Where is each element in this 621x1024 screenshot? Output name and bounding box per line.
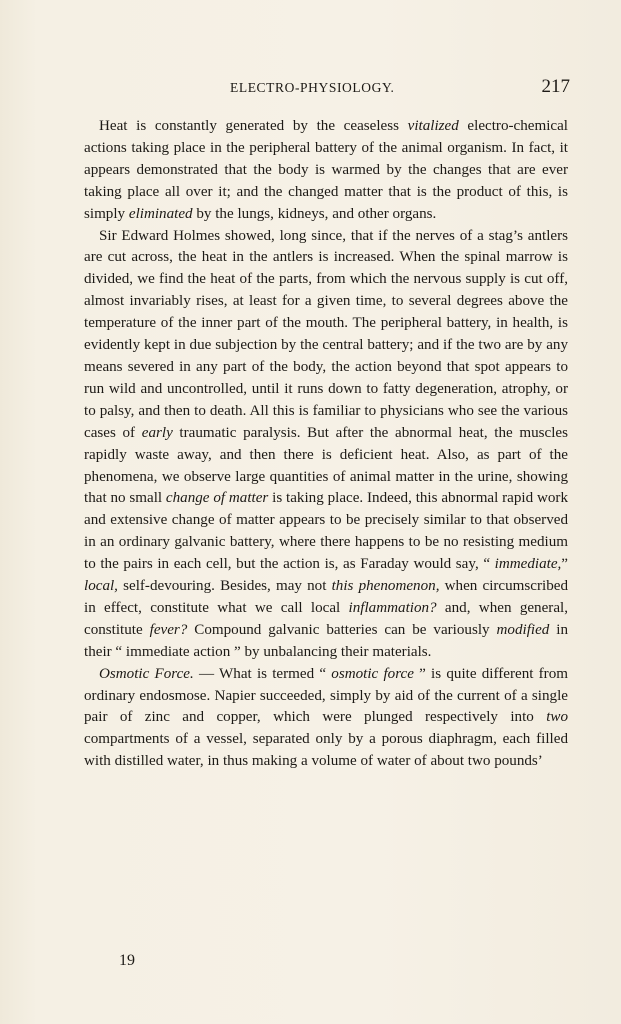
italic-run: early xyxy=(141,424,173,441)
text-run: by the lungs, kidneys, and other organs. xyxy=(192,205,437,222)
italic-run: vitalized xyxy=(407,118,459,134)
italic-run: change of matter xyxy=(165,490,269,507)
paragraph-holmes xyxy=(84,226,568,664)
signature-mark: 19 xyxy=(119,952,135,969)
text-run: and, when general, constitute xyxy=(84,599,569,638)
italic-run: eliminated xyxy=(128,205,193,222)
text-run: — What is termed “ xyxy=(193,665,332,682)
text-run: electro-chemical actions taking place in the peripheral battery of the animal organism. In fact, it appears demonstrated that the body is warmed by the changes that are ever taking place all over it; and the changed matter that is the product of this, is simply xyxy=(84,118,568,222)
paragraph-osmotic-force xyxy=(84,664,568,774)
body-text xyxy=(84,116,568,773)
italic-run: Osmotic Force. xyxy=(99,665,194,682)
italic-run: fever? xyxy=(149,621,188,638)
text-run: compartments of a vessel, separated only by a porous diaphragm, each filled with distilled water, in thus making a volume of water of about two pounds’ xyxy=(84,731,568,770)
text-run: when circumscribed in effect, constitute what we call local xyxy=(84,578,568,616)
page-number: 217 xyxy=(541,76,570,97)
italic-run: two xyxy=(546,709,568,726)
text-run: ” is quite different from ordinary endosmose. Napier succeeded, simply by aid of the current of a single pair of zinc and copper, which were plunged respectively into xyxy=(84,665,568,726)
italic-run: local, xyxy=(84,578,118,595)
text-run: in their “ immediate action ” by unbalancing their materials. xyxy=(84,621,569,660)
italic-run: inflammation? xyxy=(348,599,437,616)
text-run: self-devouring. Besides, may not xyxy=(117,578,332,595)
italic-run: immediate, xyxy=(494,556,562,573)
text-run: Sir Edward Holmes showed, long since, that if the nerves of a stag’s antlers are cut across, the heat in the antlers is increased. When the spinal marrow is divided, we find the heat of the parts, from which the nervous supply is cut off, almost invariably rises, at least for a given time, to several degrees above the temperature of the inner part of the mouth. The peripheral battery, in health, is evidently kept in due subjection by the central battery; and if the two are by any means severed in any part of the body, the action beyond that spot appears to run wild and uncontrolled, until it runs down to fatty degeneration, atrophy, or to palsy, and then to death. All this is familiar to physicians who see the various cases of xyxy=(84,227,568,441)
italic-run: modified xyxy=(496,621,550,638)
text-run: ” xyxy=(561,556,568,573)
text-run: is taking place. Indeed, this abnormal rapid work and extensive change of matter appears to be precisely similar to that observed in an ordinary galvanic battery, where there happens to be no resisting medium to the pairs in each cell, but the action is, as Faraday would say, “ xyxy=(84,490,569,573)
italic-run: osmotic force xyxy=(331,665,414,682)
text-run: traumatic paralysis. But after the abnormal heat, the muscles rapidly waste away, and then there is deficient heat. Also, as part of the phenomena, we observe large quantities of animal matter in the urine, showing that no small xyxy=(84,424,568,507)
running-title: ELECTRO-PHYSIOLOGY. xyxy=(230,80,395,95)
paragraph-heat xyxy=(84,116,568,226)
italic-run: this phenomenon, xyxy=(331,578,440,595)
text-run: Compound galvanic batteries can be variously xyxy=(187,621,497,638)
text-run: Heat is constantly generated by the ceaseless xyxy=(99,118,408,134)
running-head xyxy=(84,78,570,100)
